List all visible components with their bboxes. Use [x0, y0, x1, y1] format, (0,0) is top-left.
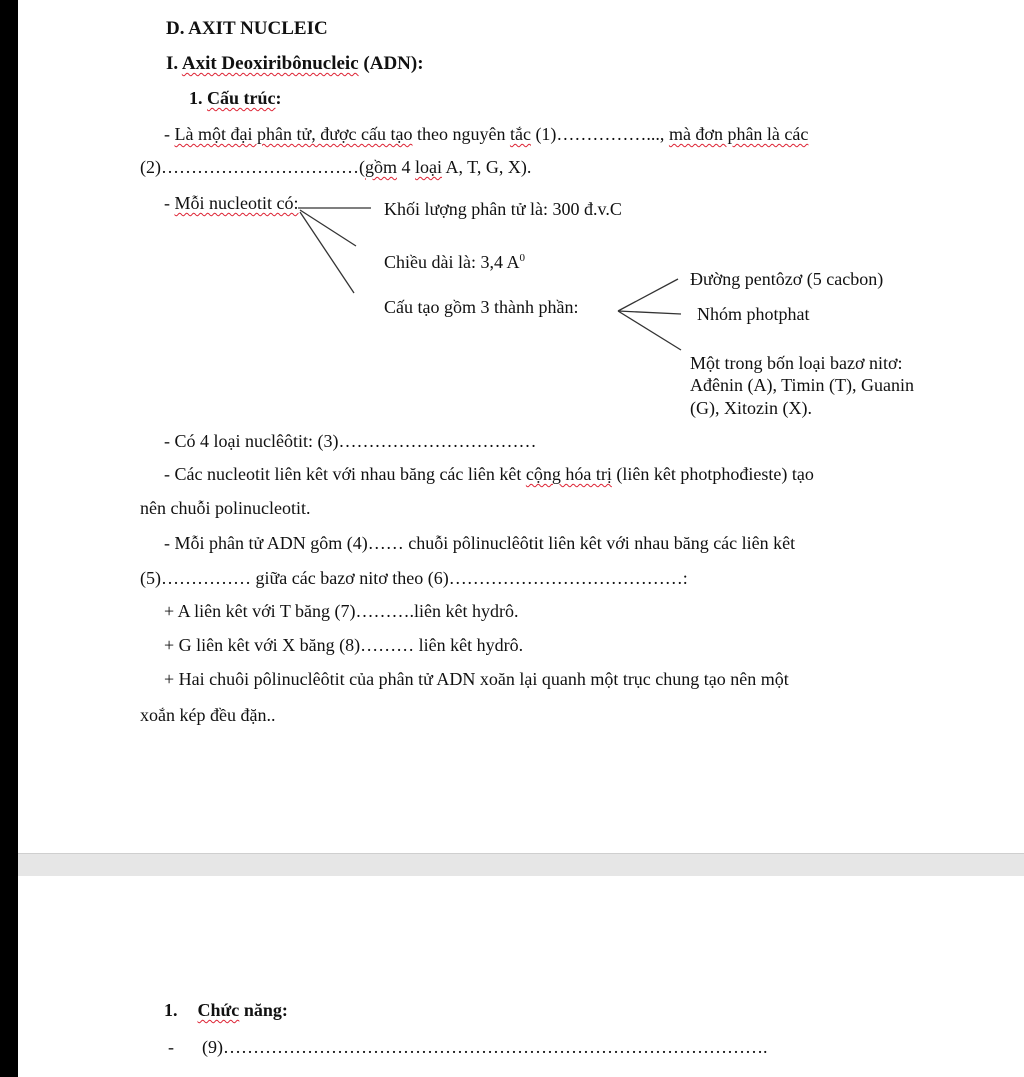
- nucleotide-mass: Khối lượng phân tử là: 300 đ.v.C: [384, 199, 622, 219]
- helix-line-2: xoắn kép đều đặn..: [140, 705, 276, 725]
- nucleotide-components: Cấu tạo gồm 3 thành phần:: [384, 297, 579, 317]
- nucleotide-length: Chiều dài là: 3,4 $A^0$: [384, 252, 525, 272]
- branch-line-sugar: [618, 279, 678, 311]
- document-page-2: [18, 876, 1024, 1077]
- helix-line-1: + Hai chuôi pôlinuclêôtit của phân tử ADN xoăn lại quanh một trục chung tạo nên một: [164, 669, 789, 689]
- pairing-a-t: + A liên kêt với T băng (7)……….liên kêt hydrô.: [164, 601, 519, 621]
- component-base-line-1: Một trong bốn loại bazơ nitơ:: [690, 353, 903, 373]
- branch-line-phosphate: [618, 311, 681, 314]
- section-heading: D. AXIT NUCLEIC: [166, 18, 328, 39]
- branch-line-base: [618, 311, 681, 350]
- component-sugar: Đường pentôzơ (5 cacbon): [690, 269, 884, 289]
- part-title: I. Axit Deoxiribônucleic (ADN):: [166, 53, 424, 74]
- structure-line-2: (2)……………………………(gồm 4 loại A, T, G, X).: [140, 157, 532, 177]
- nucleotide-types: - Có 4 loại nuclêôtit: (3)……………………………: [164, 431, 537, 451]
- nucleotide-intro: - Mỗi nucleotit có:: [164, 193, 299, 213]
- structure-line-1: - Là một đại phân tử, được cấu tạo theo nguyên tắc (1)……………..., mà đơn phân là các: [164, 124, 809, 144]
- bond-line-2: nên chuỗi polinucleotit.: [140, 498, 311, 518]
- dna-strands-line-1: - Mỗi phân tử ADN gôm (4)…… chuỗi pôlinuclêôtit liên kêt với nhau băng các liên kêt: [164, 533, 796, 553]
- branch-line-parts: [300, 212, 354, 293]
- function-item: - (9)……………………………………………………………………………….: [168, 1037, 768, 1057]
- pairing-g-x: + G liên kêt với X băng (8)……… liên kêt hydrô.: [164, 635, 524, 655]
- component-base-line-3: (G), Xitozin (X).: [690, 398, 812, 418]
- subsection-title: 1. Cấu trúc:: [189, 88, 282, 108]
- function-heading: 1. Chức năng:: [164, 1000, 288, 1020]
- component-base-line-2: Ađênin (A), Timin (T), Guanin: [690, 375, 914, 395]
- branch-line-length: [300, 210, 356, 246]
- component-phosphate: Nhóm photphat: [697, 304, 810, 324]
- document-page-1: [18, 0, 1024, 853]
- page-gap: [18, 853, 1024, 877]
- dna-strands-line-2: (5)…………… giữa các bazơ nitơ theo (6)…………………………………:: [140, 568, 688, 588]
- bond-line-1: - Các nucleotit liên kêt với nhau băng các liên kêt cộng hóa trị (liên kêt photphođieste) tạo: [164, 464, 814, 484]
